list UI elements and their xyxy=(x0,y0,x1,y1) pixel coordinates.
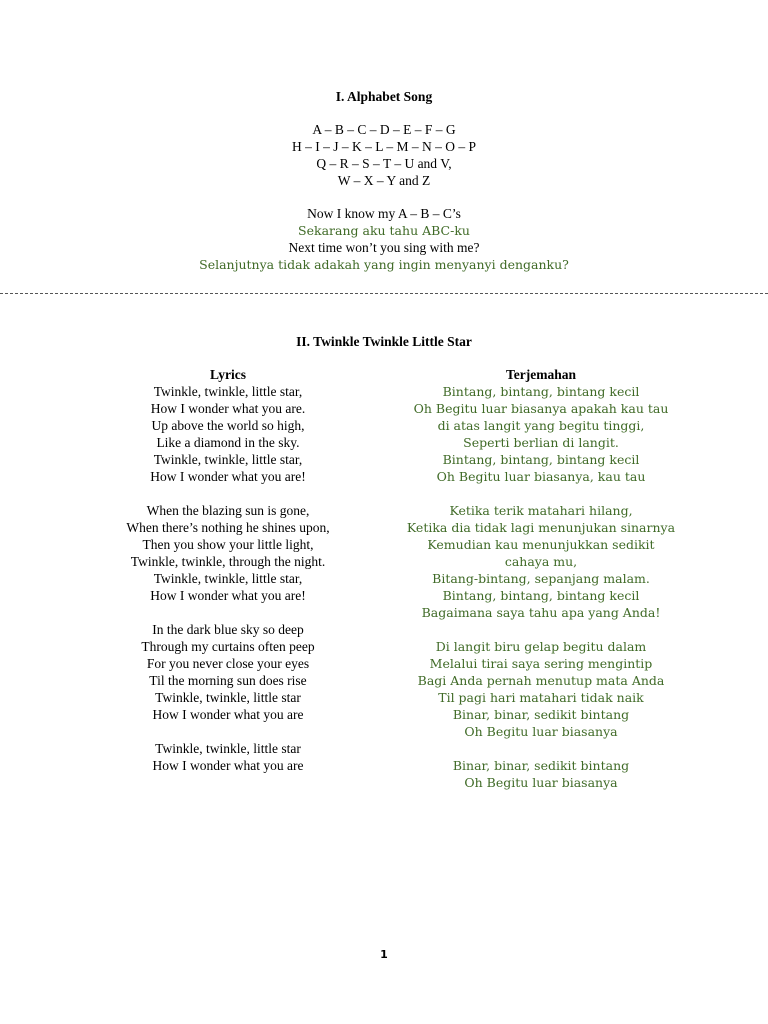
translation-line: Bintang, bintang, bintang kecil xyxy=(442,588,640,603)
lyric-line: Twinkle, twinkle, little star xyxy=(155,741,301,756)
lyric-line: Twinkle, twinkle, little star, xyxy=(153,452,303,467)
alphabet-song-title: I. Alphabet Song xyxy=(335,89,433,104)
lyric-line: Twinkle, twinkle, through the night. xyxy=(130,554,326,569)
chorus-line: Now I know my A – B – C’s xyxy=(307,206,461,221)
chorus-translation-line: Selanjutnya tidak adakah yang ingin menyanyi denganku? xyxy=(199,257,569,272)
lyric-line: Like a diamond in the sky. xyxy=(156,435,300,450)
chorus-translation-line: Sekarang aku tahu ABC-ku xyxy=(298,223,470,238)
translation-line: Binar, binar, sedikit bintang xyxy=(452,707,630,722)
alphabet-line: Q – R – S – T – U and V, xyxy=(316,156,452,171)
stanza-gap xyxy=(100,485,356,502)
lyric-line: Twinkle, twinkle, little star, xyxy=(153,571,303,586)
alphabet-line: H – I – J – K – L – M – N – O – P xyxy=(291,139,476,154)
alphabet-line: W – X – Y and Z xyxy=(337,173,431,188)
lyric-line: When the blazing sun is gone, xyxy=(146,503,310,518)
translation-line: Di langit biru gelap begitu dalam xyxy=(435,639,647,654)
translation-line: Oh Begitu luar biasanya, kau tau xyxy=(436,469,646,484)
page-number: 1 xyxy=(380,948,388,961)
lyric-line: For you never close your eyes xyxy=(146,656,310,671)
lyrics-column xyxy=(100,383,356,774)
stanza-gap xyxy=(100,604,356,621)
lyric-line: Twinkle, twinkle, little star xyxy=(155,690,301,705)
stanza-gap xyxy=(395,485,687,502)
twinkle-title: II. Twinkle Twinkle Little Star xyxy=(296,334,472,349)
lyric-line: Twinkle, twinkle, little star, xyxy=(153,384,303,399)
translation-line: Seperti berlian di langit. xyxy=(463,435,619,450)
translation-line: Melalui tirai saya sering mengintip xyxy=(429,656,653,671)
translation-line: Ketika dia tidak lagi menunjukan sinarnya xyxy=(406,520,676,535)
lyric-line: How I wonder what you are! xyxy=(150,469,306,484)
translation-line: Til pagi hari matahari tidak naik xyxy=(438,690,644,705)
dashed-separator xyxy=(0,293,768,294)
lyric-line: How I wonder what you are! xyxy=(150,588,306,603)
chorus-line: Next time won’t you sing with me? xyxy=(288,240,480,255)
translation-line: Bintang, bintang, bintang kecil xyxy=(442,384,640,399)
stanza-gap xyxy=(395,621,687,638)
lyric-line: Then you show your little light, xyxy=(142,537,314,552)
translation-line: Ketika terik matahari hilang, xyxy=(449,503,633,518)
translation-line: Oh Begitu luar biasanya xyxy=(464,775,618,790)
translation-header: Terjemahan xyxy=(506,367,576,382)
lyric-line: Til the morning sun does rise xyxy=(149,673,307,688)
translation-line: Binar, binar, sedikit bintang xyxy=(452,758,630,773)
lyric-line: How I wonder what you are. xyxy=(150,401,306,416)
stanza-gap xyxy=(100,723,356,740)
lyric-line: How I wonder what you are xyxy=(152,707,304,722)
translation-line: Bitang-bintang, sepanjang malam. xyxy=(432,571,650,586)
lyric-line: In the dark blue sky so deep xyxy=(152,622,304,637)
translation-line: Bagaimana saya tahu apa yang Anda! xyxy=(421,605,661,620)
translation-line: Oh Begitu luar biasanya xyxy=(464,724,618,739)
translation-column xyxy=(395,383,687,791)
lyric-line: Up above the world so high, xyxy=(151,418,305,433)
translation-line: di atas langit yang begitu tinggi, xyxy=(437,418,645,433)
translation-line: cahaya mu, xyxy=(504,554,578,569)
alphabet-line: A – B – C – D – E – F – G xyxy=(312,122,456,137)
lyric-line: Through my curtains often peep xyxy=(141,639,315,654)
translation-line: Kemudian kau menunjukkan sedikit xyxy=(427,537,655,552)
lyric-line: When there’s nothing he shines upon, xyxy=(126,520,330,535)
lyrics-header: Lyrics xyxy=(210,367,246,382)
lyric-line: How I wonder what you are xyxy=(152,758,304,773)
lyrics-table xyxy=(0,383,768,803)
translation-line: Bagi Anda pernah menutup mata Anda xyxy=(417,673,665,688)
translation-line: Oh Begitu luar biasanya apakah kau tau xyxy=(413,401,669,416)
translation-line: Bintang, bintang, bintang kecil xyxy=(442,452,640,467)
stanza-gap xyxy=(395,740,687,757)
